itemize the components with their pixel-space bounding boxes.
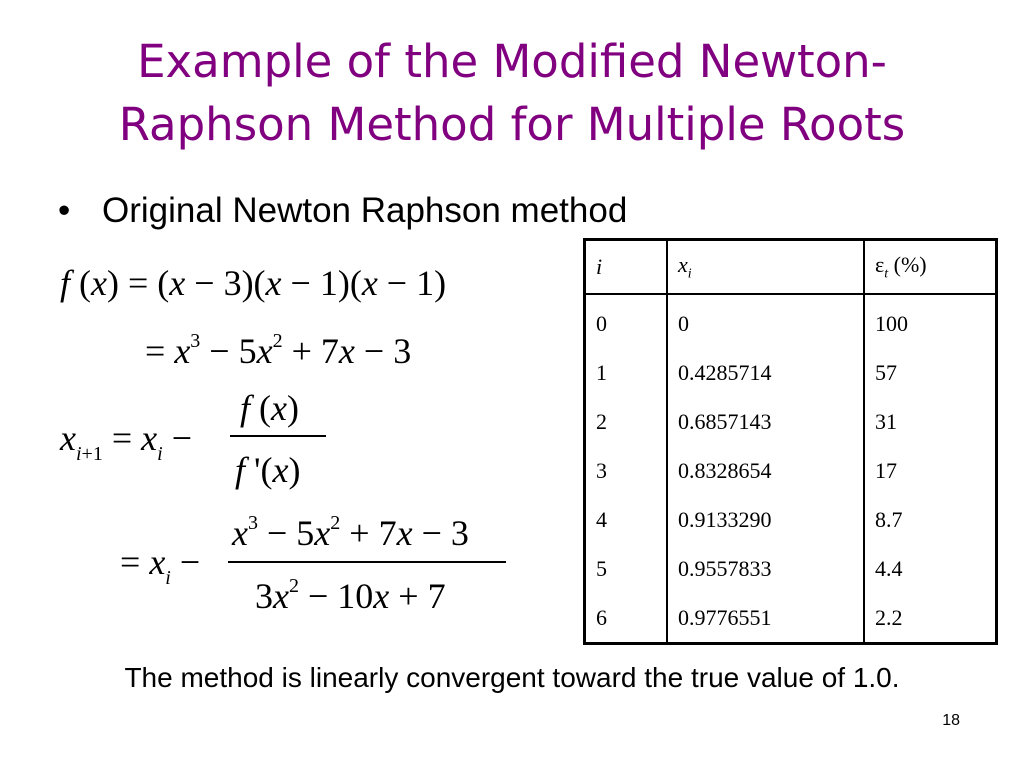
cell-xi: 0.6857143 — [667, 397, 864, 446]
cell-i: 5 — [585, 544, 668, 593]
table-row — [585, 593, 997, 644]
equation-iteration-line1 — [59, 388, 326, 490]
results-table — [583, 238, 998, 645]
cell-error: 8.7 — [864, 495, 997, 544]
table-header-row — [585, 240, 997, 295]
equation-fx-line1 — [60, 263, 446, 303]
header-xi: $x_i$ — [667, 240, 864, 295]
cell-i: 4 — [585, 495, 668, 544]
svg-text:f '(x): f '(x) — [235, 450, 301, 490]
cell-xi: 0 — [667, 294, 864, 348]
title-line-2: Raphson Method for Multiple Roots — [118, 98, 906, 151]
table-row — [585, 397, 997, 446]
cell-error: 31 — [864, 397, 997, 446]
cell-xi: 0.4285714 — [667, 348, 864, 397]
svg-text:x3 − 5x2 + 7x − 3: $x^3 - 5x^2 + 7x - 3$ — [232, 512, 469, 553]
cell-error: 57 — [864, 348, 997, 397]
cell-i: 2 — [585, 397, 668, 446]
table-row — [585, 495, 997, 544]
table-row — [585, 544, 997, 593]
header-i: i — [585, 240, 668, 295]
table-row — [585, 294, 997, 348]
cell-error: 4.4 — [864, 544, 997, 593]
bullet-symbol: • — [58, 191, 71, 230]
cell-error: 17 — [864, 446, 997, 495]
equation-iteration-line2 — [120, 512, 506, 616]
cell-error: 100 — [864, 294, 997, 348]
equation-fx-line2 — [145, 330, 411, 371]
cell-xi: 0.8328654 — [667, 446, 864, 495]
svg-text:f (x) = (x − 3)(x − 1)(x − 1): f (x) = (x − 3)(x − 1)(x − 1) — [60, 263, 447, 303]
title-line-1: Example of the Modified Newton- — [137, 35, 887, 88]
cell-xi: 0.9776551 — [667, 593, 864, 644]
cell-i: 3 — [585, 446, 668, 495]
table-row — [585, 348, 997, 397]
cell-i: 0 — [585, 294, 668, 348]
cell-xi: 0.9133290 — [667, 495, 864, 544]
page-number: 18 — [942, 712, 960, 729]
cell-i: 1 — [585, 348, 668, 397]
svg-text:f (x): f (x) — [240, 388, 299, 428]
table-row — [585, 446, 997, 495]
svg-text:= x3 − 5x2 + 7x − 3: = $x^3 - 5x^2 + 7x - 3$ — [145, 330, 412, 371]
cell-i: 6 — [585, 593, 668, 644]
header-error: $\varepsilon_t$ (%) — [864, 240, 997, 295]
svg-text:3x2 − 10x + 7: $3x^2 - 10x + 7$ — [255, 575, 446, 616]
cell-error: 2.2 — [864, 593, 997, 644]
svg-text:= xi −: = $x_i$ − — [120, 542, 201, 589]
svg-text:xi+1 = xi −: $x_i+1 = x_i$ − — [60, 418, 192, 465]
conclusion-text: The method is linearly convergent toward the true value of 1.0. — [124, 662, 900, 693]
bullet-text: Original Newton Raphson method — [102, 191, 628, 230]
cell-xi: 0.9557833 — [667, 544, 864, 593]
